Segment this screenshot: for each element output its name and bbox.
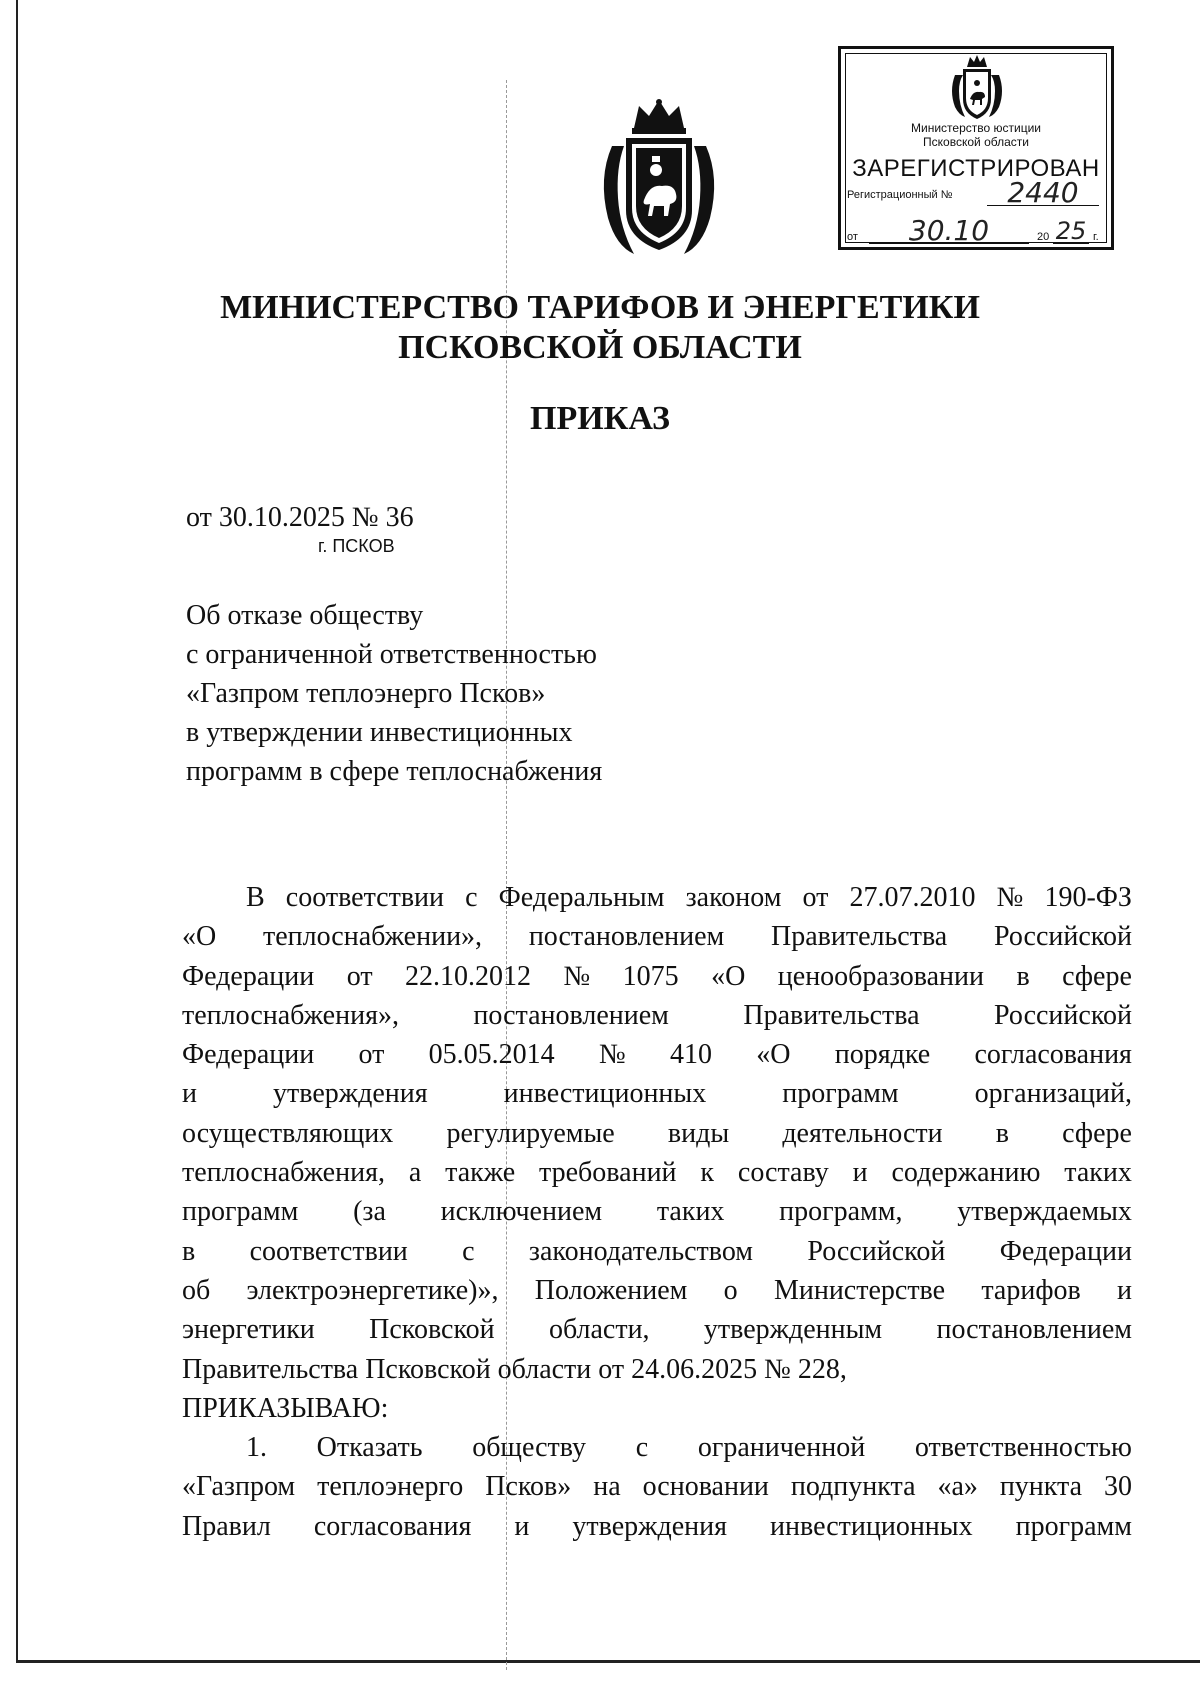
stamp-date-prefix: от: [847, 231, 858, 243]
body-word: энергетики: [182, 1314, 315, 1346]
stamp-org-line1: Министерство юстиции: [911, 121, 1041, 135]
stamp-year-prefix: 20: [1037, 231, 1050, 243]
body-word: составу: [737, 1157, 829, 1189]
body-word: Положением: [534, 1274, 688, 1306]
body-word: от: [802, 882, 829, 913]
scan-edge-left: [16, 0, 18, 1662]
stamp-reg-number-label: Регистрационный №: [847, 189, 953, 201]
order-subject: [186, 596, 602, 791]
body-word: согласования: [974, 1039, 1132, 1071]
body-word: теплоснабжения»,: [182, 999, 399, 1031]
order-body: [182, 878, 1132, 1546]
ministry-title-line2: ПСКОВСКОЙ ОБЛАСТИ: [398, 329, 802, 366]
body-word: Министерстве: [773, 1274, 946, 1306]
body-word: с: [635, 1432, 649, 1464]
body-word: к: [700, 1157, 715, 1189]
body-word: «Газпром: [182, 1471, 296, 1503]
body-line: [182, 1271, 1132, 1310]
body-word: от: [358, 1039, 385, 1071]
body-word: и: [514, 1510, 530, 1542]
body-word: области,: [548, 1314, 650, 1346]
order-city: г. ПСКОВ: [318, 536, 395, 556]
body-line: ПРИКАЗЫВАЮ:: [182, 1392, 389, 1424]
body-word: также: [445, 1157, 516, 1189]
body-word: 190-ФЗ: [1044, 882, 1132, 913]
stamp-status: ЗАРЕГИСТРИРОВАН: [852, 155, 1100, 182]
body-word: обществу: [472, 1432, 587, 1464]
body-word: Российской: [993, 921, 1132, 953]
body-line: [182, 1035, 1132, 1074]
body-word: Федерации: [999, 1235, 1132, 1267]
body-word: сфере: [1062, 1117, 1132, 1149]
body-word: 27.07.2010: [849, 882, 976, 913]
body-word: В: [246, 882, 265, 913]
body-word: Федерации: [182, 1039, 315, 1071]
body-word: программ: [782, 1078, 899, 1110]
scan-edge-bottom: [16, 1660, 1200, 1663]
body-word: инвестиционных: [503, 1078, 707, 1110]
body-word: инвестиционных: [770, 1510, 973, 1542]
body-word: и: [852, 1157, 868, 1189]
ministry-title: [0, 288, 1200, 368]
body-word: (за: [353, 1196, 386, 1228]
body-word: с: [465, 882, 478, 913]
body-word: в: [182, 1235, 196, 1267]
body-word: требований: [539, 1157, 677, 1189]
body-word: электроэнергетике)»,: [246, 1274, 499, 1306]
body-line: [182, 1507, 1132, 1546]
body-word: содержанию: [891, 1157, 1041, 1189]
body-word: осуществляющих: [182, 1117, 394, 1149]
order-date-number: от 30.10.2025 № 36: [186, 502, 414, 533]
subject-line: «Газпром теплоэнерго Псков»: [186, 678, 546, 709]
body-word: «а»: [937, 1471, 978, 1503]
body-word: в: [1016, 960, 1030, 992]
body-word: постановлением: [473, 999, 669, 1031]
body-word: постановлением: [936, 1314, 1132, 1346]
body-word: 1075: [622, 960, 679, 992]
body-word: от: [346, 960, 373, 992]
body-word: организаций,: [974, 1078, 1132, 1110]
stamp-date-row: [847, 214, 1103, 247]
body-line: [182, 1467, 1132, 1506]
subject-line: в утверждении инвестиционных: [186, 717, 573, 748]
body-word: «О: [182, 921, 217, 953]
stamp-org-line2: Псковской области: [923, 135, 1029, 149]
body-word: о: [723, 1274, 738, 1306]
body-line: Правительства Псковской области от 24.06.2025 № 228,: [182, 1353, 847, 1385]
body-word: Правительства: [743, 999, 920, 1031]
body-word: таких: [1064, 1157, 1132, 1189]
body-word: Федерации: [182, 960, 315, 992]
body-word: программ,: [779, 1196, 903, 1228]
body-word: пункта: [999, 1471, 1083, 1503]
body-word: ограниченной: [697, 1432, 866, 1464]
body-word: утверждаемых: [957, 1196, 1132, 1228]
body-line: [182, 1114, 1132, 1153]
body-word: основании: [642, 1471, 769, 1503]
subject-line: Об отказе обществу: [186, 600, 424, 631]
body-word: Российской: [807, 1235, 946, 1267]
body-word: теплоснабжении»,: [262, 921, 483, 953]
body-word: утверждения: [572, 1510, 727, 1542]
body-word: теплоэнерго: [317, 1471, 464, 1503]
body-word: и: [1116, 1274, 1132, 1306]
body-line: [182, 1192, 1132, 1231]
body-word: законодательством: [528, 1235, 754, 1267]
body-word: программ: [1015, 1510, 1132, 1542]
body-word: Отказать: [316, 1432, 423, 1464]
registration-stamp: [838, 46, 1114, 250]
body-word: №: [598, 1039, 626, 1071]
stamp-reg-number: 2440: [987, 181, 1099, 206]
body-word: деятельности: [782, 1117, 943, 1149]
body-word: «О: [711, 960, 746, 992]
body-word: ценообразовании: [777, 960, 984, 992]
body-line: [182, 878, 1132, 917]
body-word: тарифов: [981, 1274, 1081, 1306]
body-line: [182, 1428, 1132, 1467]
body-word: законом: [685, 882, 782, 913]
body-word: №: [996, 882, 1024, 913]
ministry-title-line1: МИНИСТЕРСТВО ТАРИФОВ И ЭНЕРГЕТИКИ: [220, 289, 980, 326]
body-word: ответственностью: [914, 1432, 1132, 1464]
body-word: а: [408, 1157, 422, 1189]
stamp-organization: [841, 121, 1111, 149]
body-word: постановлением: [528, 921, 725, 953]
body-line: [182, 1153, 1132, 1192]
body-word: порядке: [834, 1039, 931, 1071]
body-line: [182, 996, 1132, 1035]
body-word: 410: [669, 1039, 712, 1071]
body-word: 1.: [246, 1432, 267, 1464]
body-word: теплоснабжения,: [182, 1157, 385, 1189]
stamp-year-end: г.: [1093, 231, 1099, 243]
body-word: Псковской: [369, 1314, 495, 1346]
body-word: на: [593, 1471, 621, 1503]
body-word: утвержденным: [703, 1314, 883, 1346]
stamp-date-day-month: 30.10: [869, 219, 1029, 244]
stamp-emblem-icon: [949, 55, 1005, 121]
body-word: программ: [182, 1196, 299, 1228]
body-word: утверждения: [273, 1078, 428, 1110]
body-word: Правил: [182, 1510, 271, 1542]
body-word: Российской: [994, 999, 1132, 1031]
body-word: сфере: [1062, 960, 1132, 992]
body-word: регулируемые: [446, 1117, 615, 1149]
body-word: №: [563, 960, 591, 992]
body-word: Правительства: [771, 921, 948, 953]
subject-line: с ограниченной ответственностью: [186, 639, 597, 670]
body-word: соответствии: [249, 1235, 408, 1267]
body-word: и: [182, 1078, 197, 1110]
body-word: согласования: [313, 1510, 472, 1542]
body-word: 22.10.2012: [405, 960, 532, 992]
body-word: об: [182, 1274, 211, 1306]
body-word: Федеральным: [498, 882, 665, 913]
body-word: Псков»: [485, 1471, 572, 1503]
body-word: в: [995, 1117, 1009, 1149]
coat-of-arms-emblem: [594, 98, 724, 260]
body-word: виды: [667, 1117, 730, 1149]
body-line: [182, 1310, 1132, 1349]
body-word: 30: [1103, 1471, 1132, 1503]
body-word: с: [462, 1235, 475, 1267]
body-word: 05.05.2014: [428, 1039, 555, 1071]
body-line: [182, 1074, 1132, 1113]
body-word: соответствии: [285, 882, 445, 913]
body-line: [182, 1232, 1132, 1271]
body-word: подпункта: [790, 1471, 916, 1503]
body-word: таких: [656, 1196, 725, 1228]
document-type-title: ПРИКАЗ: [530, 400, 670, 437]
body-line: [182, 957, 1132, 996]
stamp-year-suffix: 25: [1053, 219, 1089, 244]
body-word: «О: [756, 1039, 791, 1071]
body-line: [182, 917, 1132, 956]
body-word: исключением: [440, 1196, 603, 1228]
subject-line: программ в сфере теплоснабжения: [186, 756, 603, 787]
